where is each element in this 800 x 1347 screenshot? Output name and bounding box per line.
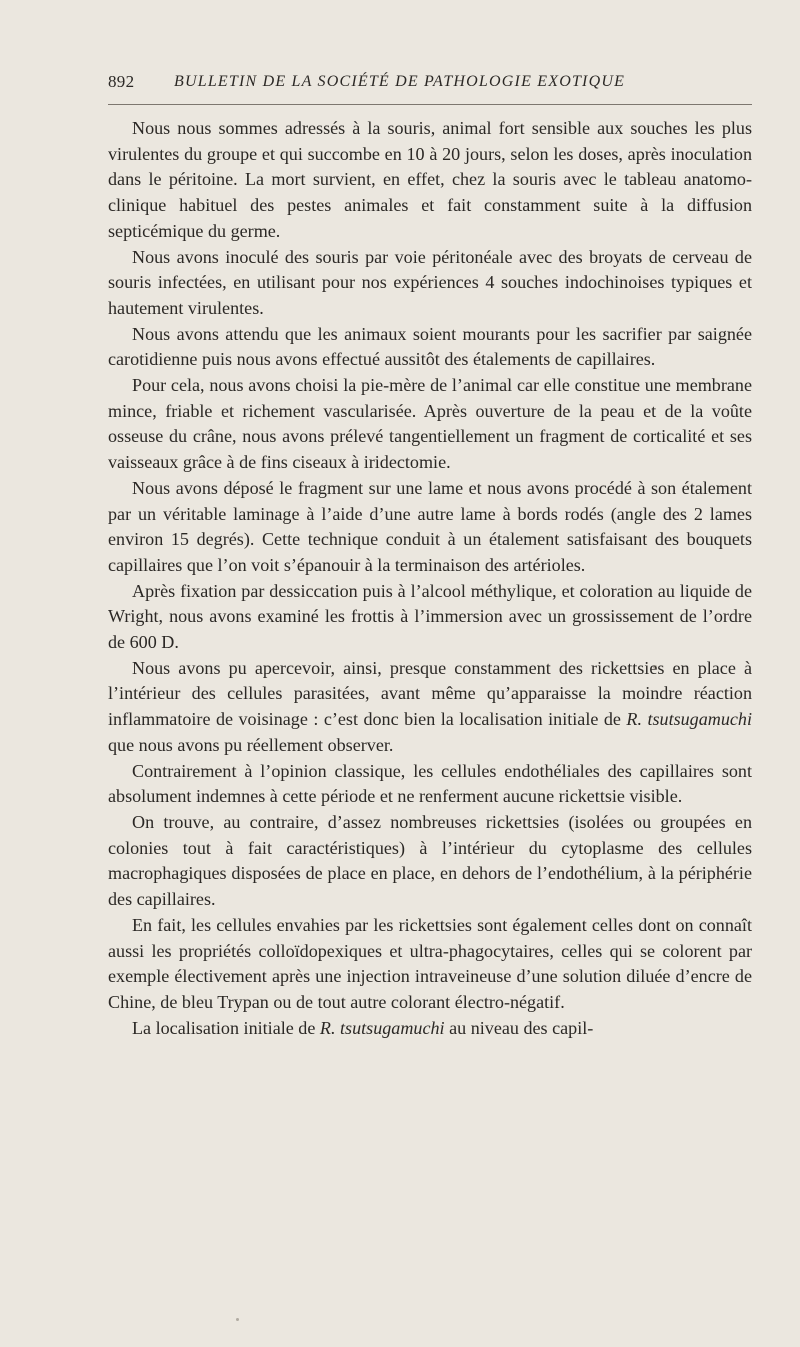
- paper-speck: [236, 1318, 239, 1321]
- paragraph: [108, 913, 752, 1016]
- paragraph-text: Nous avons attendu que les animaux soient mourants pour les sacrifier par saignée carotidienne puis nous avons effectué aussitôt des étalements de capillaires.: [108, 323, 752, 370]
- paragraph: [108, 476, 752, 579]
- paragraph-text: Pour cela, nous avons choisi la pie-mère de l’animal car elle constitue une membrane mince, friable et richement vascularisée. Après ouverture de la peau et de la voûte osseuse du crâne, nous avons prélevé tangentiellement un fragment de corticalité et ses vaisseaux grâce à de fins ciseaux à iridectomie.: [108, 375, 752, 473]
- paragraph-text: Nous avons inoculé des souris par voie péritonéale avec des broyats de cerveau de souris infectées, en utilisant pour nos expériences 4 souches indochinoises typiques et hautement virulentes.: [108, 246, 752, 318]
- paragraph-text: En fait, les cellules envahies par les rickettsies sont également celles dont on connaît aussi les propriétés colloïdopexiques et ultra-phagocytaires, celles qui se colorent par exemple électivement après une injection intraveineuse d’une solution diluée d’encre de Chine, de bleu Trypan ou de tout autre colorant électro-négatif.: [108, 914, 752, 1012]
- paragraph-text: au niveau des capil-: [444, 1017, 594, 1038]
- paragraph: [108, 656, 752, 759]
- paragraph-text: Nous avons pu apercevoir, ainsi, presque constamment des rickettsies en place à l’intérieur des cellules parasitées, avant même qu’apparaisse la moindre réaction inflammatoire de voisinage : c’est donc bien la localisation initiale de: [108, 657, 752, 730]
- species-name: R. tsutsugamuchi: [319, 1017, 445, 1038]
- paragraph: [108, 1016, 752, 1042]
- paragraph: [108, 322, 752, 373]
- header-rule: [108, 104, 752, 105]
- paragraph: [108, 810, 752, 913]
- paragraph: [108, 245, 752, 322]
- paragraph-text: La localisation initiale de: [132, 1017, 320, 1038]
- paragraph-text: Après fixation par dessiccation puis à l’alcool méthylique, et coloration au liquide de Wright, nous avons examiné les frottis à l’immersion avec un grossissement de l’ordre de 600 D.: [108, 580, 752, 653]
- paragraph: [108, 579, 752, 656]
- paragraph: [108, 116, 752, 245]
- paragraph: [108, 759, 752, 810]
- paragraph-text: que nous avons pu réellement observer.: [108, 734, 394, 755]
- paragraph-text: Nous nous sommes adressés à la souris, animal fort sensible aux souches les plus virulentes du groupe et qui succombe en 10 à 20 jours, selon les doses, après inoculation dans le péritoine. La mort survient, en effet, chez la souris avec le tableau anatomo-clinique habituel des pestes animales et fait constamment suite à la diffusion septicémique du germe.: [108, 118, 752, 241]
- paragraph-text: Contrairement à l’opinion classique, les cellules endothéliales des capillaires sont absolument indemnes à cette période et ne renferment aucune rickettsie visible.: [108, 760, 752, 807]
- running-title: BULLETIN DE LA SOCIÉTÉ DE PATHOLOGIE EXOTIQUE: [174, 73, 626, 90]
- paper-speck: [653, 665, 657, 669]
- paragraph-text: Nous avons déposé le fragment sur une lame et nous avons procédé à son étalement par un véritable laminage à l’aide d’une autre lame à bords rodés (angle des 2 lames environ 15 degrés). Cette technique conduit à un étalement satisfaisant des bouquets capillaires que l’on voit s’épanouir à la terminaison des artérioles.: [108, 477, 752, 575]
- paragraph: [108, 373, 752, 476]
- page-header: [108, 72, 752, 100]
- page-number: 892: [108, 72, 135, 91]
- paragraph-text: On trouve, au contraire, d’assez nombreuses rickettsies (isolées ou groupées en colonies tout à fait caractéristiques) à l’intérieur du cytoplasme des cellules macrophagiques disposées de place en place, en dehors de l’endothélium, à la périphérie des capillaires.: [108, 811, 752, 910]
- species-name: R. tsutsugamuchi: [626, 709, 752, 730]
- article-body: [108, 116, 752, 1041]
